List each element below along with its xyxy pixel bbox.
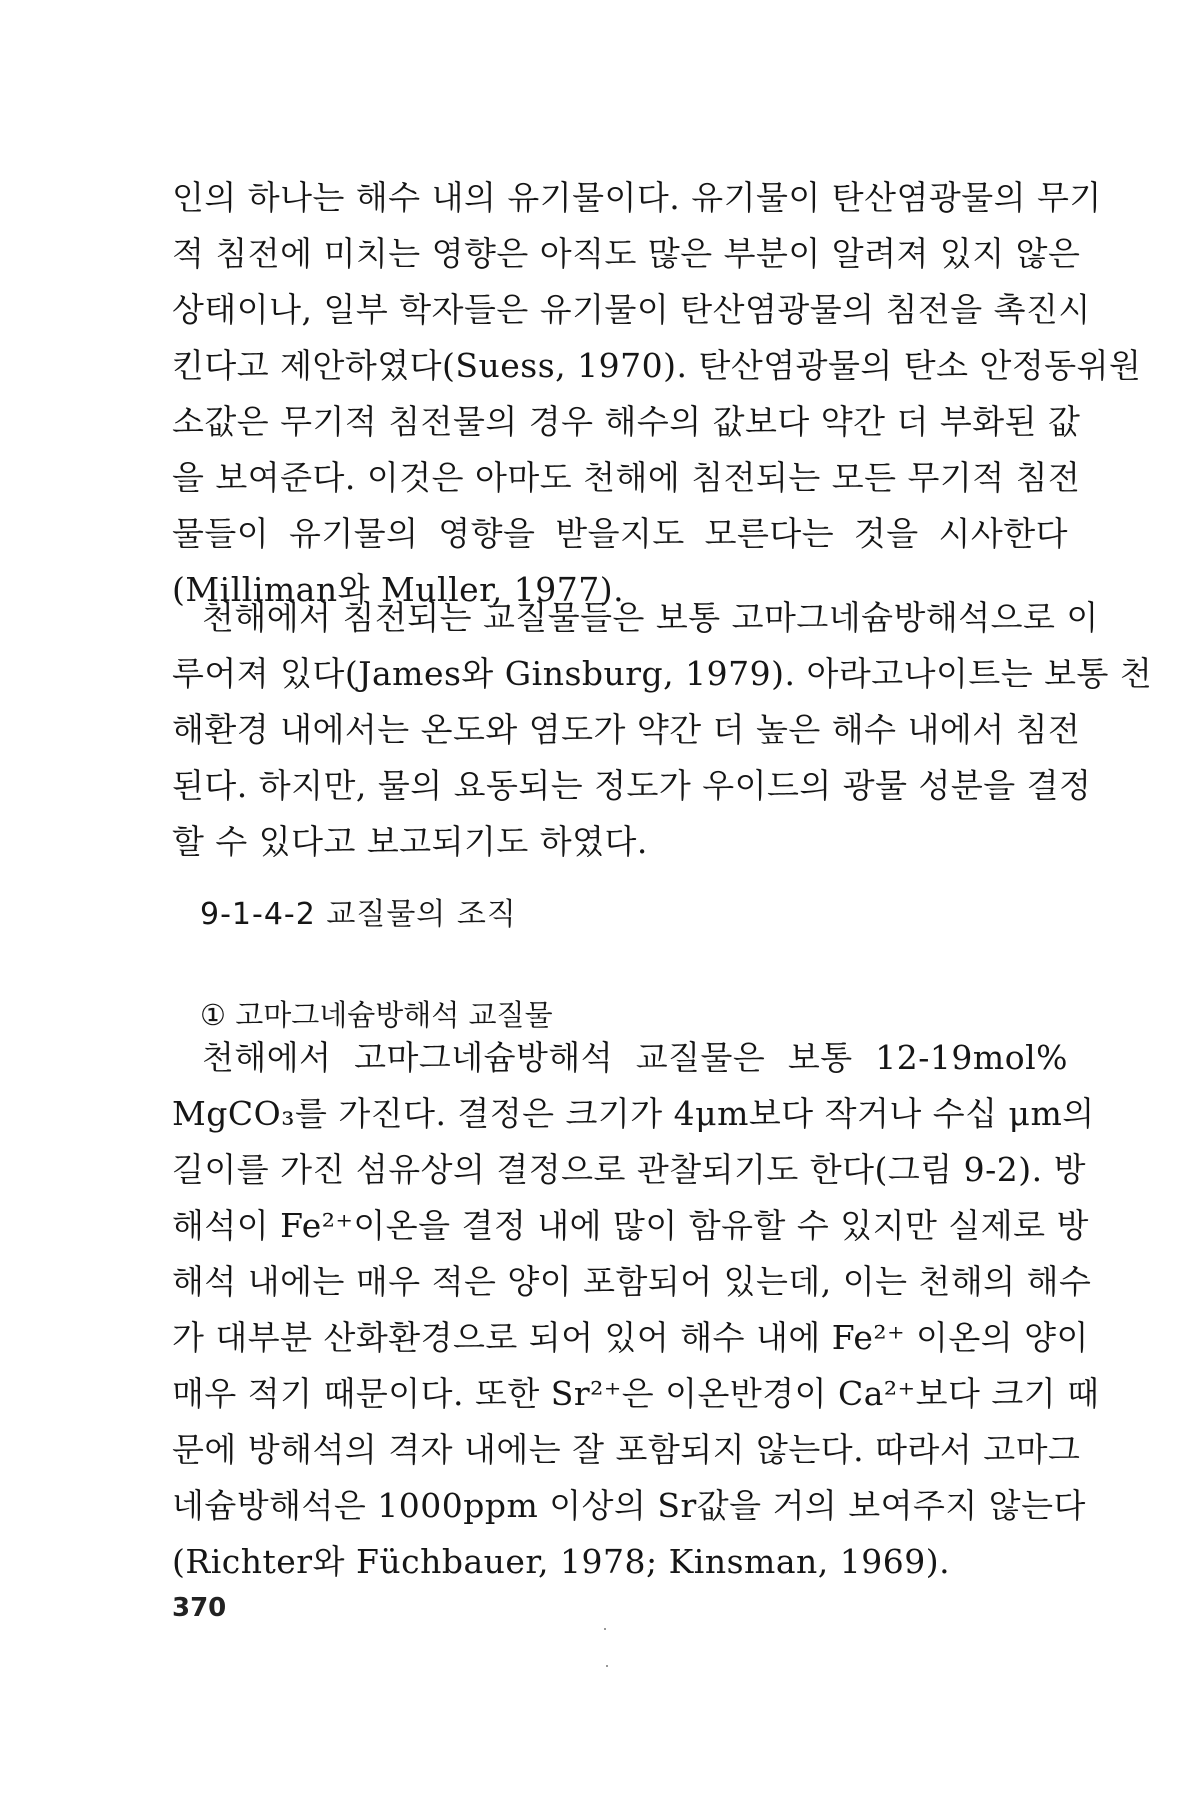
paragraph-3 bbox=[172, 1030, 1100, 1590]
text-line: 상태이나, 일부 학자들은 유기물이 탄산염광물의 침전을 촉진시 bbox=[172, 290, 1091, 329]
text-line: 네슘방해석은 1000ppm 이상의 Sr값을 거의 보여주지 않는다 bbox=[172, 1486, 1086, 1525]
text-line: 물들이 유기물의 영향을 받을지도 모른다는 것을 시사한다 bbox=[172, 514, 1068, 553]
text-line: 해석이 Fe²⁺이온을 결정 내에 많이 함유할 수 있지만 실제로 방 bbox=[172, 1206, 1089, 1245]
text-line: 매우 적기 때문이다. 또한 Sr²⁺은 이온반경이 Ca²⁺보다 크기 때 bbox=[172, 1374, 1100, 1413]
text-line: 해석 내에는 매우 적은 양이 포함되어 있는데, 이는 천해의 해수 bbox=[172, 1262, 1092, 1301]
text-line: MgCO₃를 가진다. 결정은 크기가 4μm보다 작거나 수십 μm의 bbox=[172, 1094, 1095, 1133]
text-line: 천해에서 침전되는 교질물들은 보통 고마그네슘방해석으로 이 bbox=[202, 598, 1099, 637]
text-line: 된다. 하지만, 물의 요동되는 정도가 우이드의 광물 성분을 결정 bbox=[172, 766, 1092, 805]
text-line: 인의 하나는 해수 내의 유기물이다. 유기물이 탄산염광물의 무기 bbox=[172, 178, 1102, 217]
text-line: (Richter와 Füchbauer, 1978; Kinsman, 1969). bbox=[172, 1542, 951, 1581]
page-number: 370 bbox=[172, 1593, 227, 1623]
paragraph-2 bbox=[172, 590, 1153, 870]
section-heading: 9-1-4-2 교질물의 조직 bbox=[200, 897, 517, 932]
text-line: 소값은 무기적 침전물의 경우 해수의 값보다 약간 더 부화된 값 bbox=[172, 402, 1081, 441]
text-line: 할 수 있다고 보고되기도 하였다. bbox=[172, 822, 648, 861]
scan-speck bbox=[606, 1665, 608, 1667]
text-line: 킨다고 제안하였다(Suess, 1970). 탄산염광물의 탄소 안정동위원 bbox=[172, 346, 1142, 385]
text-line: 가 대부분 산화환경으로 되어 있어 해수 내에 Fe²⁺ 이온의 양이 bbox=[172, 1318, 1089, 1357]
text-line: 루어져 있다(James와 Ginsburg, 1979). 아라고나이트는 보통 천 bbox=[172, 654, 1153, 693]
text-line: 을 보여준다. 이것은 아마도 천해에 침전되는 모든 무기적 침전 bbox=[172, 458, 1081, 497]
text-line: 해환경 내에서는 온도와 염도가 약간 더 높은 해수 내에서 침전 bbox=[172, 710, 1081, 749]
subsection-heading: ① 고마그네슘방해석 교질물 bbox=[200, 998, 553, 1032]
scan-speck bbox=[604, 1628, 606, 1630]
text-line: 길이를 가진 섬유상의 결정으로 관찰되기도 한다(그림 9-2). 방 bbox=[172, 1150, 1087, 1189]
text-line: 적 침전에 미치는 영향은 아직도 많은 부분이 알려져 있지 않은 bbox=[172, 234, 1081, 273]
text-line: (Milliman와 Muller, 1977). bbox=[172, 570, 625, 609]
text-line: 천해에서 고마그네슘방해석 교질물은 보통 12-19mol% bbox=[202, 1038, 1068, 1077]
text-line: 문에 방해석의 격자 내에는 잘 포함되지 않는다. 따라서 고마그 bbox=[172, 1430, 1081, 1469]
